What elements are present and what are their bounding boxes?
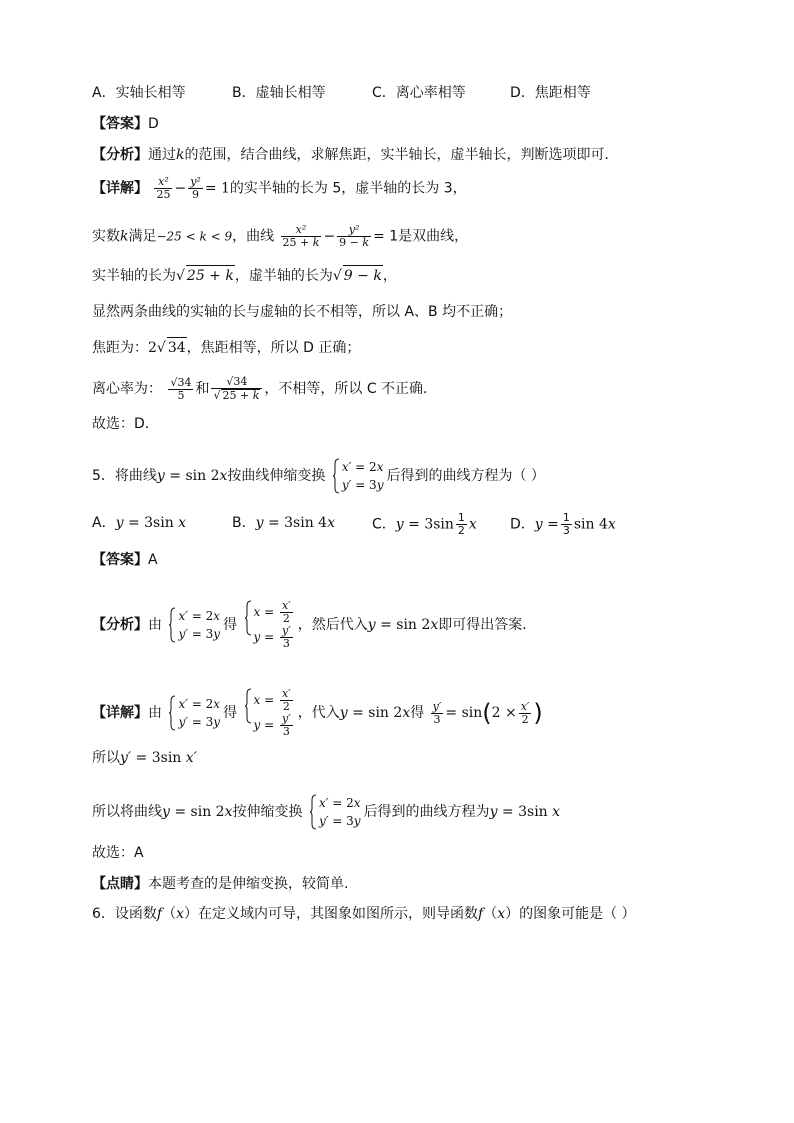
option-letter: B． <box>232 515 256 531</box>
analysis-tag: 【分析】 <box>92 617 148 633</box>
analysis-text-2: 的范围，结合曲线，求解焦距，实半轴长，虚半轴长，判断选项即可． <box>184 147 619 163</box>
q4-option-a: A．实轴长相等 <box>92 85 186 101</box>
detail-text: ，曲线 <box>232 228 275 245</box>
comment-text: 本题考查的是伸缩变换，较简单. <box>148 876 349 892</box>
q4-detail-line-1: 【详解】 $\frac{\text{x²}}{25}$ − $\frac{\text{y²}}{9}$ = 1的实半轴的长为 5，虚半轴的长为 3， <box>92 175 467 201</box>
q5-option-d: D．y = $\frac{1}{3}$ sin 4x <box>510 511 616 537</box>
q5-detail: 【详解】由 x′ = 2x y′ = 3y 得 x = $\frac{x'}{2}$ y = $\frac{y'}{3}$ ，代入y = sin 2x得 $\frac{y'}{3}$ = sin(2 × $\frac{x'}{2}$ ) <box>92 687 543 738</box>
formula-fraction: $\frac{√34}{5}$ <box>170 375 192 402</box>
q4-option-c: C．离心率相等 <box>372 85 466 101</box>
detail-text: 实数 <box>92 228 120 245</box>
stem-text: 6．设函数 <box>92 906 157 922</box>
analysis-tag: 【分析】 <box>92 147 148 163</box>
detail-text: ，虚半轴的长为 <box>234 268 333 284</box>
sqrt-formula: 2√ 34 <box>148 337 187 358</box>
detail-text: ， <box>382 268 397 284</box>
stem-text: 按曲线伸缩变换 <box>227 468 326 484</box>
formula-fraction: $\frac{\text{x²}}{25}$ <box>156 175 171 201</box>
stem-text: 在定义域内可导，其图象如图所示，则导函数 <box>198 906 479 922</box>
transform-system: x′ = 2x y′ = 3y <box>169 695 220 731</box>
q4-detail-line-3 <box>92 265 397 286</box>
detail-text: 和 <box>195 381 210 397</box>
q4-detail-line-5 <box>92 337 360 358</box>
q4-detail-line-4: 显然两条曲线的实轴的长与虚轴的长不相等，所以 A、B 均不正确； <box>92 304 513 320</box>
detail-text: 得 <box>223 705 238 721</box>
sqrt-formula: √ 9 − k <box>333 265 383 286</box>
q5-analysis: 【分析】由 x′ = 2x y′ = 3y 得 x = $\frac{x'}{2}$ y = $\frac{y'}{3}$ ，然后代入y = sin 2x即可得出答案. <box>92 599 527 650</box>
q4-option-d: D．焦距相等 <box>510 85 591 101</box>
formula-condition: −25 < k < 9 <box>156 229 233 244</box>
q4-option-b: B．虚轴长相等 <box>232 85 326 101</box>
q4-analysis <box>92 145 618 165</box>
comment-tag: 【点睛】 <box>92 876 148 892</box>
detail-text: 所以 <box>92 750 120 766</box>
transform-system: x′ = 2x y′ = 3y <box>169 607 220 643</box>
q4-detail-line-2: 实数k满足−25 < k < 9，曲线 $\frac{\text{x²}}{25 + k}$ − $\frac{\text{y²}}{9 - k}$ = 1是双曲线， <box>92 223 469 249</box>
q5-so-line-2: 所以将曲线y = sin 2x按伸缩变换 x′ = 2x y′ = 3y 后得到的曲线方程为y = 3sin x <box>92 796 561 828</box>
answer-value: A <box>148 552 158 568</box>
analysis-text: 由 <box>148 617 162 633</box>
formula-fraction: $\frac{\text{x²}}{25 + k}$ <box>282 223 320 249</box>
q5-stem: 5．将曲线y = sin 2x按曲线伸缩变换 x′ = 2x y′ = 3y 后得到的曲线方程为（ ） <box>92 460 545 492</box>
q4-choose: 故选：D． <box>92 416 159 432</box>
detail-text: 实半轴的长为 <box>92 268 176 284</box>
sqrt-formula: √ 25 + k <box>176 265 235 286</box>
detail-text: 得 <box>410 705 425 721</box>
q4-answer <box>92 114 159 134</box>
detail-text: 是双曲线， <box>398 228 469 245</box>
detail-text: 由 <box>148 705 162 721</box>
formula-fraction: $\frac{√34}{√ 25 + k}$ <box>211 376 262 402</box>
transform-system: x′ = 2x y′ = 3y <box>310 794 361 830</box>
option-letter: A． <box>92 515 116 531</box>
detail-text: 按伸缩变换 <box>232 804 303 820</box>
inverse-system: x = $\frac{x'}{2}$ y = $\frac{y'}{3}$ <box>245 600 295 650</box>
q5-option-b: B．y = 3sin 4x <box>232 515 335 531</box>
q5-choose: 故选：A <box>92 845 144 861</box>
detail-text: 后得到的曲线方程为 <box>363 804 490 820</box>
analysis-text: ，然后代入 <box>297 617 368 633</box>
detail-tag: 【详解】 <box>92 180 148 197</box>
detail-text: ，代入 <box>297 705 340 721</box>
q4-detail-line-6 <box>92 376 437 402</box>
option-letter: C． <box>372 516 396 533</box>
formula-fraction: $\frac{1}{2}$ <box>457 511 465 537</box>
answer-tag: 【答案】 <box>92 552 148 568</box>
detail-text: 焦距为： <box>92 340 148 356</box>
detail-text: 满足 <box>128 228 157 245</box>
answer-value: D <box>148 116 159 132</box>
analysis-text: 得 <box>223 617 238 633</box>
stem-text: 后得到的曲线方程为（ ） <box>386 468 545 484</box>
analysis-text: 即可得出答案. <box>438 617 527 633</box>
stem-text: 的图象可能是（ ） <box>519 906 636 922</box>
detail-tag: 【详解】 <box>92 705 148 721</box>
formula-fraction: $\frac{x'}{2}$ <box>520 699 530 726</box>
q5-so-line-1: 所以y′ = 3sin x′ <box>92 750 197 766</box>
q5-option-a: A．y = 3sin x <box>92 515 187 531</box>
formula-fraction: $\frac{1}{3}$ <box>562 511 570 537</box>
detail-text: 离心率为： <box>92 381 162 397</box>
q5-answer <box>92 550 158 570</box>
inverse-system: x = $\frac{x'}{2}$ y = $\frac{y'}{3}$ <box>245 688 295 738</box>
formula-fraction: $\frac{\text{y²}}{9 - k}$ <box>339 223 370 249</box>
detail-text: 所以将曲线 <box>92 804 162 820</box>
q5-option-c: C．y = 3sin $\frac{1}{2}$ x <box>372 511 477 537</box>
transform-system: x′ = 2x y′ = 3y <box>333 458 384 494</box>
detail-text: 的实半轴的长为 5，虚半轴的长为 3， <box>229 180 467 197</box>
answer-tag: 【答案】 <box>92 116 148 132</box>
detail-text: ，焦距相等，所以 D 正确； <box>186 340 361 356</box>
formula-fraction: $\frac{\text{y²}}{9}$ <box>190 175 201 201</box>
analysis-var: k <box>176 147 185 163</box>
formula-fraction: $\frac{y'}{3}$ <box>432 699 442 726</box>
stem-text: 5．将曲线 <box>92 468 157 484</box>
q6-stem: 6．设函数f（x）在定义域内可导，其图象如图所示，则导函数f（x）的图象可能是（ ） <box>92 906 636 922</box>
detail-text: ，不相等，所以 C 不正确． <box>264 381 438 397</box>
option-letter: D． <box>510 516 535 533</box>
q5-comment <box>92 874 348 894</box>
analysis-text: 通过 <box>148 147 176 163</box>
